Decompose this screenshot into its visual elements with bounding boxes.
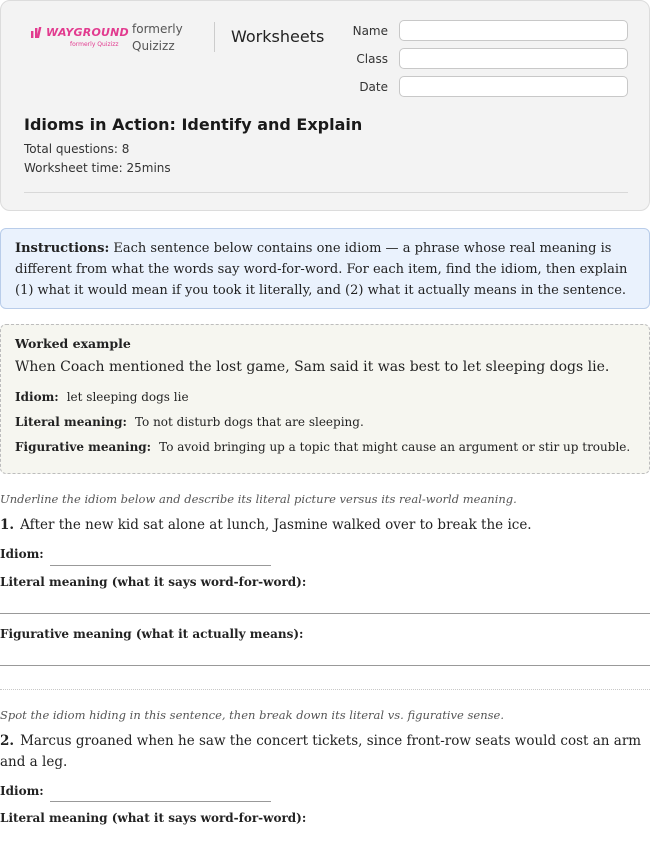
worksheets-title: Worksheets xyxy=(231,27,325,46)
question-2-idiom-answer[interactable] xyxy=(50,801,271,802)
example-literal: Literal meaning: To not disturb dogs that are sleeping. xyxy=(15,415,364,429)
worksheet-time: Worksheet time: 25mins xyxy=(24,161,171,175)
formerly-quizizz: formerly Quizizz xyxy=(132,22,183,53)
question-1-figurative-answer[interactable] xyxy=(0,665,650,666)
example-title: Worked example xyxy=(15,336,131,351)
name-field[interactable] xyxy=(399,20,628,41)
brand-logo[interactable] xyxy=(31,26,129,50)
example-sentence: When Coach mentioned the lost game, Sam said it was best to let sleeping dogs lie. xyxy=(15,359,610,375)
question-1-literal-answer[interactable] xyxy=(0,613,650,614)
class-label: Class xyxy=(356,52,388,66)
instructions-label: Instructions: xyxy=(15,241,110,256)
name-label: Name xyxy=(352,24,388,38)
worked-example xyxy=(0,324,650,474)
question-1-idiom-answer[interactable] xyxy=(50,565,271,566)
question-2-text: 2. Marcus groaned when he saw the concert tickets, since front-row seats would cost an arm and a leg. xyxy=(0,733,642,770)
date-field[interactable] xyxy=(399,76,628,97)
question-2-literal-label: Literal meaning (what it says word-for-word): xyxy=(0,811,307,825)
question-1-idiom-label: Idiom: xyxy=(0,547,44,561)
question-1-literal-label: Literal meaning (what it says word-for-word): xyxy=(0,575,307,589)
header-divider xyxy=(214,22,215,52)
logo-mark-icon xyxy=(31,27,44,38)
worksheet-header xyxy=(0,0,650,211)
question-2-prompt: Spot the idiom hiding in this sentence, then break down its literal vs. figurative sense. xyxy=(0,708,504,722)
date-label: Date xyxy=(359,80,388,94)
header-bottom-divider xyxy=(24,192,628,193)
example-idiom: Idiom: let sleeping dogs lie xyxy=(15,390,189,404)
question-1-prompt: Underline the idiom below and describe its literal picture versus its real-world meaning. xyxy=(0,492,517,506)
question-1-figurative-label: Figurative meaning (what it actually means): xyxy=(0,627,304,641)
instructions-text: Each sentence below contains one idiom — a phrase whose real meaning is different from what the words say word-for-word. For each item, find the idiom, then explain (1) what it would mean if you took it literally, and (2) what it actually means in the sentence. xyxy=(15,241,628,298)
total-questions: Total questions: 8 xyxy=(24,142,130,156)
class-field[interactable] xyxy=(399,48,628,69)
question-separator xyxy=(0,689,650,690)
brand-name: WAYGROUND xyxy=(46,26,129,39)
question-1-text: 1. After the new kid sat alone at lunch, Jasmine walked over to break the ice. xyxy=(0,517,532,533)
question-2-idiom-label: Idiom: xyxy=(0,784,44,798)
worksheet-title: Idioms in Action: Identify and Explain xyxy=(24,115,363,134)
brand-subtitle: formerly Quizizz xyxy=(70,41,119,48)
instructions-box xyxy=(0,228,650,309)
example-figurative: Figurative meaning: To avoid bringing up a topic that might cause an argument or stir up trouble. xyxy=(15,440,631,454)
